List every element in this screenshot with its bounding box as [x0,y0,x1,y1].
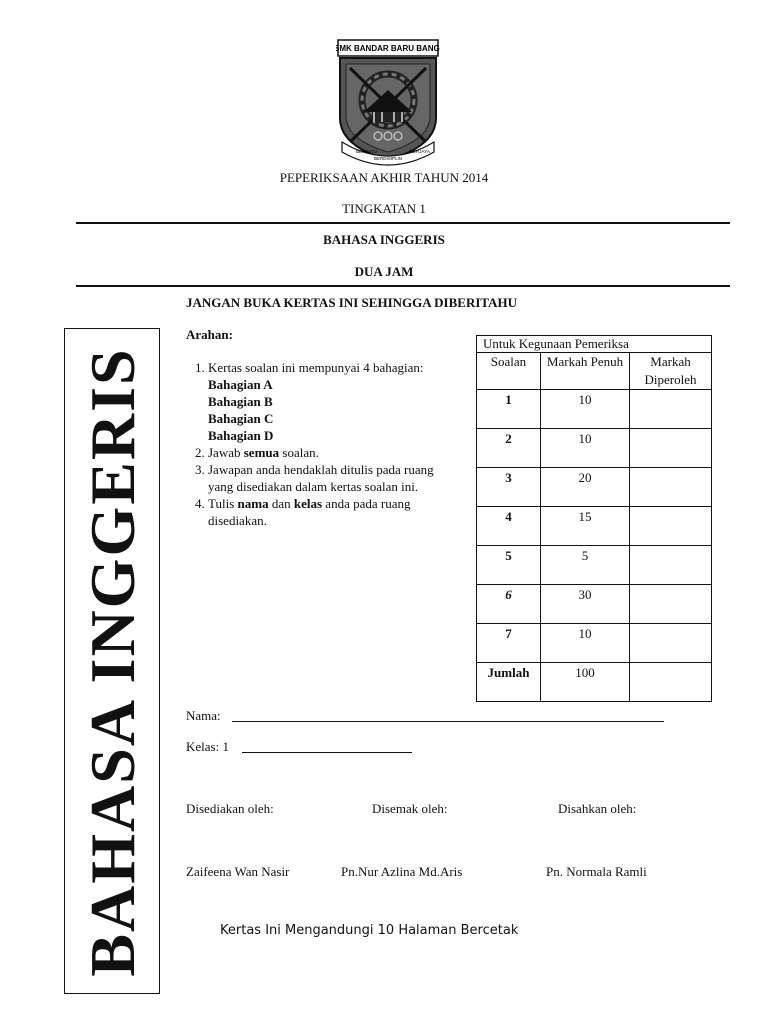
instruction-item [208,444,466,461]
header-divider-bottom [76,285,730,287]
instruction-text: Kertas soalan ini mempunyai 4 bahagian: [208,360,424,375]
instructions-title: Arahan: [186,327,233,342]
instructions-list [186,359,466,529]
instructions [186,326,466,529]
logo-motto-left: BERSATU [356,149,377,154]
question-number: 1 [477,390,541,429]
instruction-text: Tulis [208,496,238,511]
subject-title: BAHASA INGGERIS [323,232,445,247]
do-not-open-warning: JANGAN BUKA KERTAS INI SEHINGGA DIBERITAHU [186,295,517,310]
logo-banner: SMK BANDAR BARU BANGI [336,44,440,53]
question-number: 6 [477,585,541,624]
table-row [477,507,712,546]
full-marks: 10 [541,429,630,468]
logo-motto-right: BERJAYA [410,149,430,154]
full-marks: 20 [541,468,630,507]
full-marks: 30 [541,585,630,624]
page-count-footer: Kertas Ini Mengandungi 10 Halaman Bercetak [220,923,519,938]
school-crest-logo [336,38,440,166]
marks-obtained-cell[interactable] [630,429,712,468]
header-divider-top [76,222,730,224]
instruction-text: Jawab [208,445,244,460]
total-full-value: 100 [575,665,595,680]
question-number: 4 [477,507,541,546]
approved-by-name: Pn. Normala Ramli [546,864,647,879]
header-marks-obtained: Markah Diperoleh [630,353,712,390]
class-label: Kelas: 1 [186,739,229,754]
full-marks: 10 [541,624,630,663]
checked-by-name: Pn.Nur Azlina Md.Aris [341,864,463,879]
total-obtained-cell[interactable] [630,663,712,702]
table-row [477,429,712,468]
side-title: BAHASA INGGERIS [77,347,148,977]
prepared-by-label: Disediakan oleh: [186,801,274,816]
marks-obtained-cell[interactable] [630,390,712,429]
part-d: Bahagian D [208,428,274,443]
part-a: Bahagian A [208,377,273,392]
logo-motto-middle: BERDISIPLIN [373,156,403,161]
approved-by-label: Disahkan oleh: [558,801,637,816]
marks-obtained-cell[interactable] [630,546,712,585]
full-marks: 10 [541,390,630,429]
side-title-box [64,328,160,994]
marks-table-caption: Untuk Kegunaan Pemeriksa [477,336,712,353]
total-row [477,663,712,702]
header-question: Soalan [477,353,541,390]
instruction-text: soalan. [279,445,319,460]
prepared-by-name: Zaifeena Wan Nasir [186,864,290,879]
instruction-text: Jawapan anda hendaklah ditulis pada ruang [208,462,434,477]
table-row [477,468,712,507]
name-field[interactable] [232,721,664,722]
examiner-marks-table [476,335,712,702]
full-marks: 15 [541,507,630,546]
exam-duration: DUA JAM [354,264,414,279]
table-row [477,585,712,624]
instruction-text: anda pada ruang disediakan. [208,496,411,528]
table-row [477,624,712,663]
instruction-emphasis: semua [243,445,280,460]
marks-obtained-cell[interactable] [630,507,712,546]
header-full-marks: Markah Penuh [541,353,630,390]
instruction-text: yang disediakan dalam kertas soalan ini. [208,479,419,494]
marks-obtained-cell[interactable] [630,468,712,507]
instruction-emphasis: nama [237,496,269,511]
full-marks: 5 [541,546,630,585]
marks-obtained-cell[interactable] [630,624,712,663]
table-row [477,546,712,585]
instruction-item [208,495,466,529]
form-level: TINGKATAN 1 [342,201,426,216]
instruction-text: dan [268,496,294,511]
name-label: Nama: [186,708,221,723]
part-b: Bahagian B [208,394,273,409]
total-full-marks [541,663,630,702]
instruction-emphasis: kelas [293,496,323,511]
exam-title: PEPERIKSAAN AKHIR TAHUN 2014 [279,170,489,185]
instruction-item [208,359,466,444]
checked-by-label: Disemak oleh: [372,801,448,816]
instruction-item [208,461,466,495]
part-c: Bahagian C [208,411,274,426]
question-number: 5 [477,546,541,585]
total-label: Jumlah [477,663,541,702]
class-field[interactable] [242,752,412,753]
question-number: 3 [477,468,541,507]
question-number: 2 [477,429,541,468]
table-row [477,390,712,429]
question-number: 7 [477,624,541,663]
marks-obtained-cell[interactable] [630,585,712,624]
